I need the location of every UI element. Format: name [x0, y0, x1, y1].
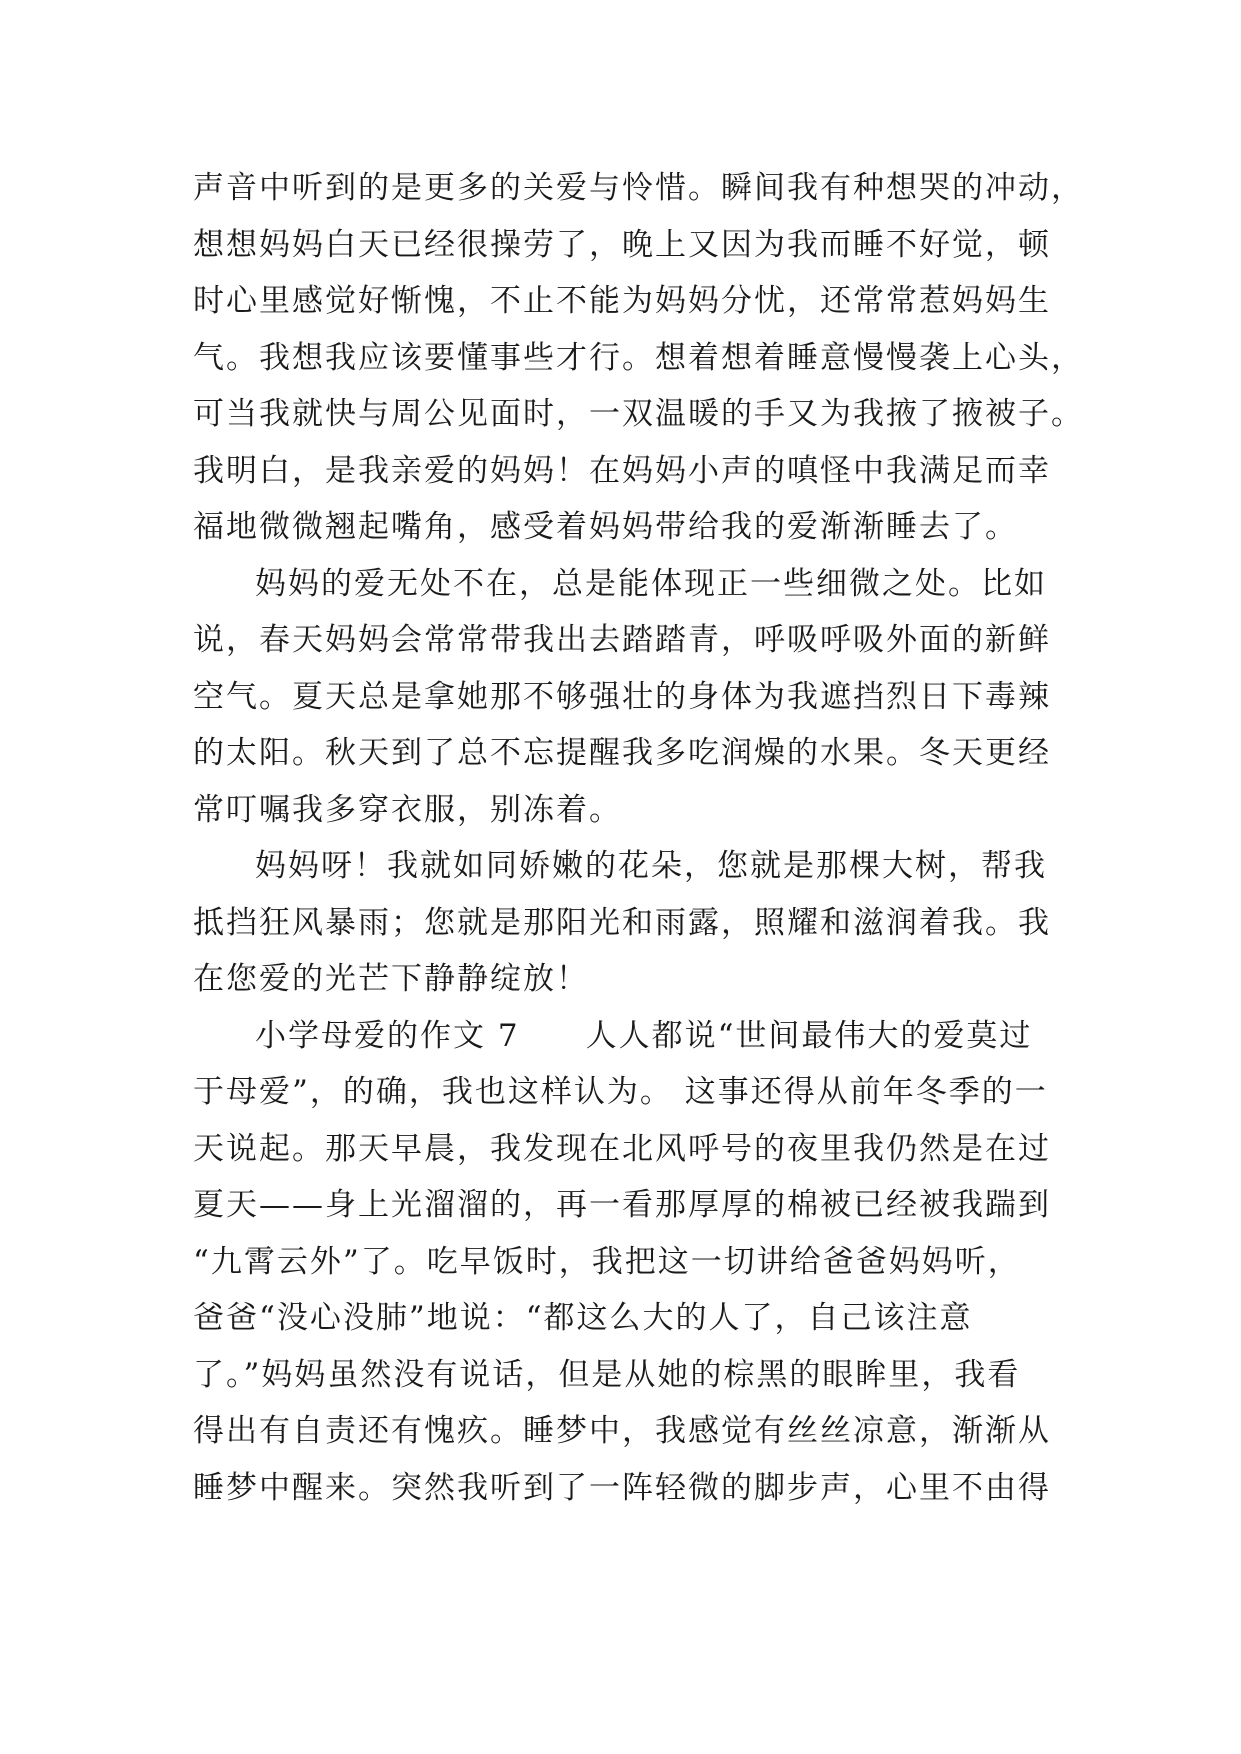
text-line: 夏天——身上光溜溜的，再一看那厚厚的棉被已经被我踹到 — [193, 1187, 1051, 1223]
text-line: 可当我就快与周公见面时，一双温暖的手又为我掖了掖被子。 — [193, 396, 1084, 432]
text-line: 于母爱”，的确，我也这样认为。 这事还得从前年冬季的一 — [193, 1074, 1048, 1110]
essay-text-block — [193, 160, 1084, 1516]
text-line: 得出有自责还有愧疚。睡梦中，我感觉有丝丝凉意，渐渐从 — [193, 1413, 1051, 1449]
text-line: 睡梦中醒来。突然我听到了一阵轻微的脚步声，心里不由得 — [193, 1469, 1051, 1506]
text-line: 爸爸“没心没肺”地说：“都这么大的人了，自己该注意 — [193, 1300, 973, 1336]
text-line: 抵挡狂风暴雨；您就是那阳光和雨露，照耀和滋润着我。我 — [193, 904, 1051, 941]
text-line: 空气。夏天总是拿她那不够强壮的身体为我遮挡烈日下毒辣 — [193, 678, 1051, 715]
text-line: 声音中听到的是更多的关爱与怜惜。瞬间我有种想哭的冲动， — [193, 170, 1084, 206]
text-line: 了。”妈妈虽然没有说话，但是从她的棕黑的眼眸里，我看 — [193, 1356, 1021, 1393]
text-line: 我明白，是我亲爱的妈妈！在妈妈小声的嗔怪中我满足而幸 — [193, 452, 1051, 489]
text-line: 说，春天妈妈会常常带我出去踏踏青，呼吸呼吸外面的新鲜 — [193, 622, 1051, 658]
paragraph-start-line: 妈妈呀！我就如同娇嫩的花朵，您就是那棵大树，帮我 — [255, 848, 1047, 884]
text-line: “九霄云外”了。吃早饭时，我把这一切讲给爸爸妈妈听， — [193, 1243, 1021, 1280]
paragraph-start-line: 妈妈的爱无处不在，总是能体现正一些细微之处。比如 — [255, 565, 1047, 602]
text-line: 常叮嘱我多穿衣服，别冻着。 — [193, 791, 622, 828]
text-line: 的太阳。秋天到了总不忘提醒我多吃润燥的水果。冬天更经 — [193, 735, 1051, 771]
text-line: 气。我想我应该要懂事些才行。想着想着睡意慢慢袭上心头， — [193, 339, 1084, 376]
text-line: 时心里感觉好惭愧，不止不能为妈妈分忧，还常常惹妈妈生 — [193, 283, 1051, 319]
paragraph-start-line: 小学母爱的作文 7 人人都说“世间最伟大的爱莫过 — [255, 1017, 1033, 1054]
text-line: 在您爱的光芒下静静绽放！ — [193, 961, 589, 997]
text-line: 想想妈妈白天已经很操劳了，晚上又因为我而睡不好觉，顿 — [193, 226, 1051, 263]
text-line: 福地微微翘起嘴角，感受着妈妈带给我的爱渐渐睡去了。 — [193, 509, 1018, 545]
text-line: 天说起。那天早晨，我发现在北风呼号的夜里我仍然是在过 — [193, 1130, 1051, 1167]
